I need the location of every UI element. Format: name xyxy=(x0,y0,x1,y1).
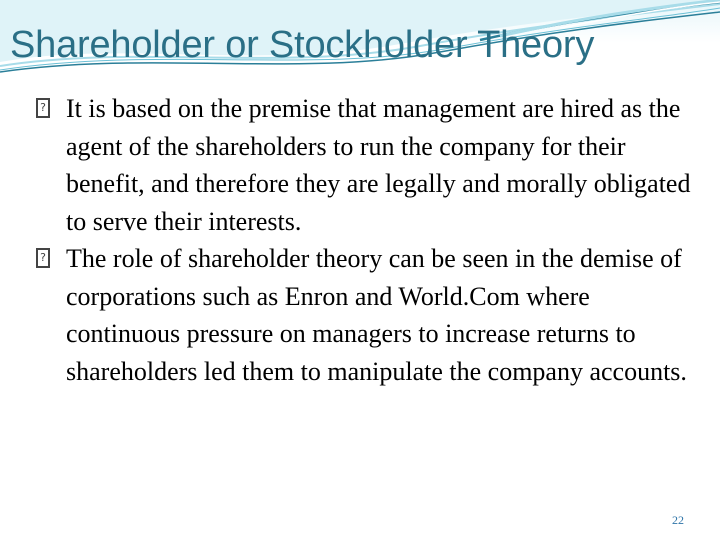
slide-title: Shareholder or Stockholder Theory xyxy=(10,24,595,66)
bullet-item xyxy=(36,240,706,390)
missing-glyph-bullet-icon: ? xyxy=(36,98,50,118)
missing-glyph-bullet-icon: ? xyxy=(36,248,50,268)
bullet-list xyxy=(36,90,706,390)
bullet-text: It is based on the premise that management are hired as the agent of the shareholders to run the company for their benefit, and therefore they are legally and morally obligated to serve their interests. xyxy=(66,94,691,236)
bullet-item xyxy=(36,90,706,240)
slide-number: 22 xyxy=(672,513,684,527)
bullet-text: The role of shareholder theory can be seen in the demise of corporations such as Enron and World.Com where continuous pressure on managers to increase returns to shareholders led them to manipulate the company accounts. xyxy=(66,244,687,386)
